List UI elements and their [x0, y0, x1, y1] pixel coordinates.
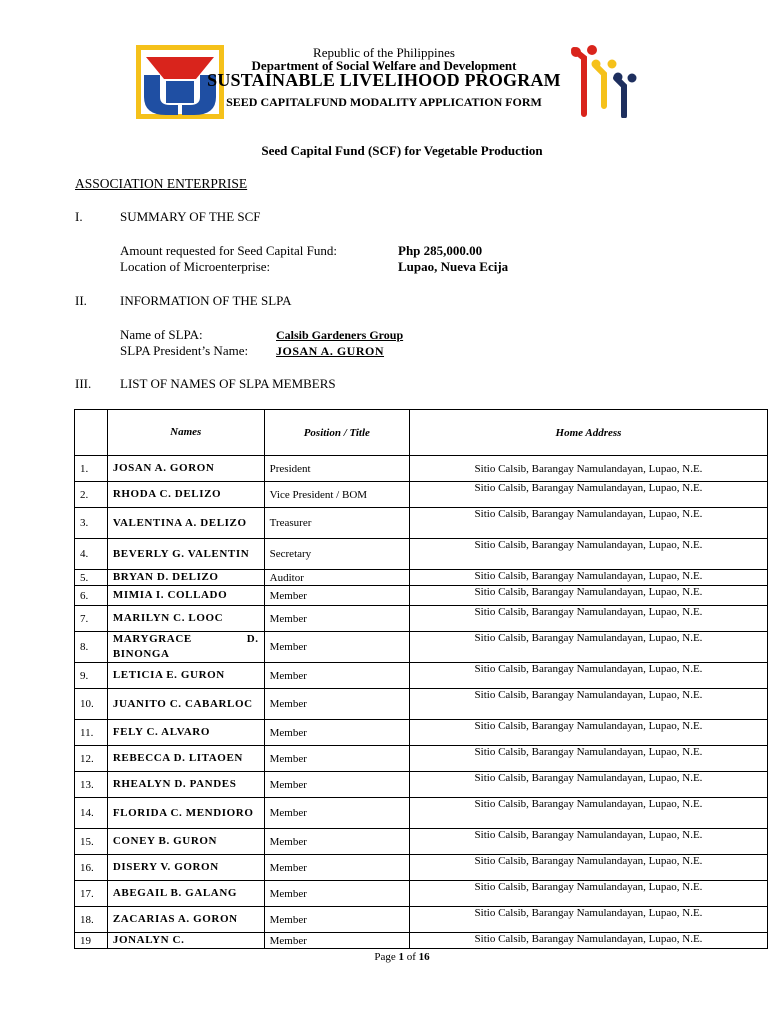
- row-number: 19: [75, 933, 108, 949]
- member-position: Member: [264, 689, 409, 720]
- table-row: [75, 482, 768, 508]
- footer-total: 16: [418, 951, 430, 963]
- member-address: Sitio Calsib, Barangay Namulandayan, Lupao, N.E.: [409, 570, 767, 586]
- member-name: BRYAN D. DELIZO: [107, 570, 264, 586]
- member-position: Treasurer: [264, 508, 409, 539]
- section-2-title: INFORMATION OF THE SLPA: [120, 293, 292, 308]
- member-position: Member: [264, 586, 409, 606]
- table-row: [75, 508, 768, 539]
- member-address: Sitio Calsib, Barangay Namulandayan, Lupao, N.E.: [409, 632, 767, 663]
- table-row: [75, 798, 768, 829]
- member-address: Sitio Calsib, Barangay Namulandayan, Lupao, N.E.: [409, 907, 767, 933]
- member-position: Member: [264, 829, 409, 855]
- table-row: [75, 570, 768, 586]
- section-3-title: LIST OF NAMES OF SLPA MEMBERS: [120, 376, 336, 391]
- row-number: 8.: [75, 632, 108, 663]
- member-name: VALENTINA A. DELIZO: [107, 508, 264, 539]
- footer-page: 1: [398, 951, 404, 963]
- member-position: Member: [264, 663, 409, 689]
- association-heading: ASSOCIATION ENTERPRISE: [75, 176, 248, 191]
- member-name: BEVERLY G. VALENTIN: [107, 539, 264, 570]
- row-number: 7.: [75, 606, 108, 632]
- member-address: Sitio Calsib, Barangay Namulandayan, Lupao, N.E.: [409, 881, 767, 907]
- member-position: Member: [264, 798, 409, 829]
- table-row: [75, 855, 768, 881]
- member-position: Member: [264, 772, 409, 798]
- row-number: 2.: [75, 482, 108, 508]
- member-address: Sitio Calsib, Barangay Namulandayan, Lupao, N.E.: [409, 689, 767, 720]
- section-1-number: I.: [75, 209, 83, 224]
- row-number: 5.: [75, 570, 108, 586]
- member-address: Sitio Calsib, Barangay Namulandayan, Lupao, N.E.: [409, 798, 767, 829]
- member-name: REBECCA D. LITAOEN: [107, 746, 264, 772]
- row-number: 14.: [75, 798, 108, 829]
- member-position: Auditor: [264, 570, 409, 586]
- member-name: RHEALYN D. PANDES: [107, 772, 264, 798]
- president-label: SLPA President’s Name:: [120, 343, 249, 358]
- row-number: 1.: [75, 456, 108, 482]
- footer-prefix: Page: [374, 951, 399, 963]
- row-number: 15.: [75, 829, 108, 855]
- table-row: [75, 539, 768, 570]
- header-form-name: SEED CAPITALFUND MODALITY APPLICATION FORM: [226, 95, 542, 109]
- section-3-number: III.: [75, 376, 92, 391]
- section-2-number: II.: [75, 293, 87, 308]
- member-name: MIMIA I. COLLADO: [107, 586, 264, 606]
- row-number: 12.: [75, 746, 108, 772]
- member-address: Sitio Calsib, Barangay Namulandayan, Lupao, N.E.: [409, 829, 767, 855]
- table-row: [75, 881, 768, 907]
- table-row: [75, 632, 768, 663]
- header-names: Names: [107, 410, 264, 456]
- member-position: Vice President / BOM: [264, 482, 409, 508]
- member-address: Sitio Calsib, Barangay Namulandayan, Lupao, N.E.: [409, 720, 767, 746]
- table-row: [75, 907, 768, 933]
- member-name: ZACARIAS A. GORON: [107, 907, 264, 933]
- table-row: [75, 586, 768, 606]
- slpa-name-value: Calsib Gardeners Group: [276, 328, 404, 342]
- member-name: DISERY V. GORON: [107, 855, 264, 881]
- footer-mid: of: [403, 951, 419, 963]
- row-number: 6.: [75, 586, 108, 606]
- row-number: 13.: [75, 772, 108, 798]
- row-number: 10.: [75, 689, 108, 720]
- header-number-col: [75, 410, 108, 456]
- member-position: President: [264, 456, 409, 482]
- member-address: Sitio Calsib, Barangay Namulandayan, Lupao, N.E.: [409, 586, 767, 606]
- member-address: Sitio Calsib, Barangay Namulandayan, Lupao, N.E.: [409, 933, 767, 949]
- header-position: Position / Title: [264, 410, 409, 456]
- document-title: Seed Capital Fund (SCF) for Vegetable Production: [261, 143, 543, 158]
- table-row: [75, 606, 768, 632]
- table-header-row: [75, 410, 768, 456]
- row-number: 4.: [75, 539, 108, 570]
- member-name: JONALYN C.: [107, 933, 264, 949]
- member-address: Sitio Calsib, Barangay Namulandayan, Lupao, N.E.: [409, 508, 767, 539]
- header-department: Department of Social Welfare and Development: [251, 58, 517, 73]
- table-row: [75, 746, 768, 772]
- member-name: CONEY B. GURON: [107, 829, 264, 855]
- member-name: LETICIA E. GURON: [107, 663, 264, 689]
- member-position: Member: [264, 606, 409, 632]
- member-position: Member: [264, 907, 409, 933]
- member-address: Sitio Calsib, Barangay Namulandayan, Lupao, N.E.: [409, 482, 767, 508]
- member-name: FLORIDA C. MENDIORO: [107, 798, 264, 829]
- member-position: Member: [264, 855, 409, 881]
- row-number: 17.: [75, 881, 108, 907]
- member-position: Member: [264, 720, 409, 746]
- row-number: 3.: [75, 508, 108, 539]
- header-program: SUSTAINABLE LIVELIHOOD PROGRAM: [207, 70, 561, 90]
- members-table: [74, 409, 768, 949]
- row-number: 9.: [75, 663, 108, 689]
- table-row: [75, 772, 768, 798]
- member-name: ABEGAIL B. GALANG: [107, 881, 264, 907]
- member-position: Member: [264, 933, 409, 949]
- table-row: [75, 829, 768, 855]
- table-row: [75, 689, 768, 720]
- section-1-title: SUMMARY OF THE SCF: [120, 209, 261, 224]
- member-address: Sitio Calsib, Barangay Namulandayan, Lupao, N.E.: [409, 606, 767, 632]
- page-footer: [0, 951, 768, 963]
- amount-label: Amount requested for Seed Capital Fund:: [120, 243, 337, 258]
- table-row: [75, 456, 768, 482]
- member-address: Sitio Calsib, Barangay Namulandayan, Lupao, N.E.: [409, 855, 767, 881]
- table-row: [75, 720, 768, 746]
- member-position: Member: [264, 632, 409, 663]
- member-name: MARYGRACE D. BINONGA: [107, 632, 264, 663]
- header-republic: Republic of the Philippines: [313, 45, 455, 60]
- member-address: Sitio Calsib, Barangay Namulandayan, Lupao, N.E.: [409, 663, 767, 689]
- location-value: Lupao, Nueva Ecija: [398, 259, 509, 274]
- row-number: 18.: [75, 907, 108, 933]
- row-number: 16.: [75, 855, 108, 881]
- location-label: Location of Microenterprise:: [120, 259, 271, 274]
- member-name: RHODA C. DELIZO: [107, 482, 264, 508]
- row-number: 11.: [75, 720, 108, 746]
- president-value: JOSAN A. GURON: [276, 344, 385, 358]
- member-position: Member: [264, 881, 409, 907]
- member-position: Member: [264, 746, 409, 772]
- table-row: [75, 663, 768, 689]
- members-table-body: [75, 456, 768, 949]
- member-position: Secretary: [264, 539, 409, 570]
- member-name: MARILYN C. LOOC: [107, 606, 264, 632]
- slpa-name-label: Name of SLPA:: [120, 327, 203, 342]
- member-address: Sitio Calsib, Barangay Namulandayan, Lupao, N.E.: [409, 456, 767, 482]
- member-name: JUANITO C. CABARLOC: [107, 689, 264, 720]
- member-address: Sitio Calsib, Barangay Namulandayan, Lupao, N.E.: [409, 539, 767, 570]
- member-name: JOSAN A. GORON: [107, 456, 264, 482]
- amount-value: Php 285,000.00: [398, 243, 483, 258]
- header-address: Home Address: [409, 410, 767, 456]
- member-name: FELY C. ALVARO: [107, 720, 264, 746]
- member-address: Sitio Calsib, Barangay Namulandayan, Lupao, N.E.: [409, 772, 767, 798]
- table-row: [75, 933, 768, 949]
- member-address: Sitio Calsib, Barangay Namulandayan, Lupao, N.E.: [409, 746, 767, 772]
